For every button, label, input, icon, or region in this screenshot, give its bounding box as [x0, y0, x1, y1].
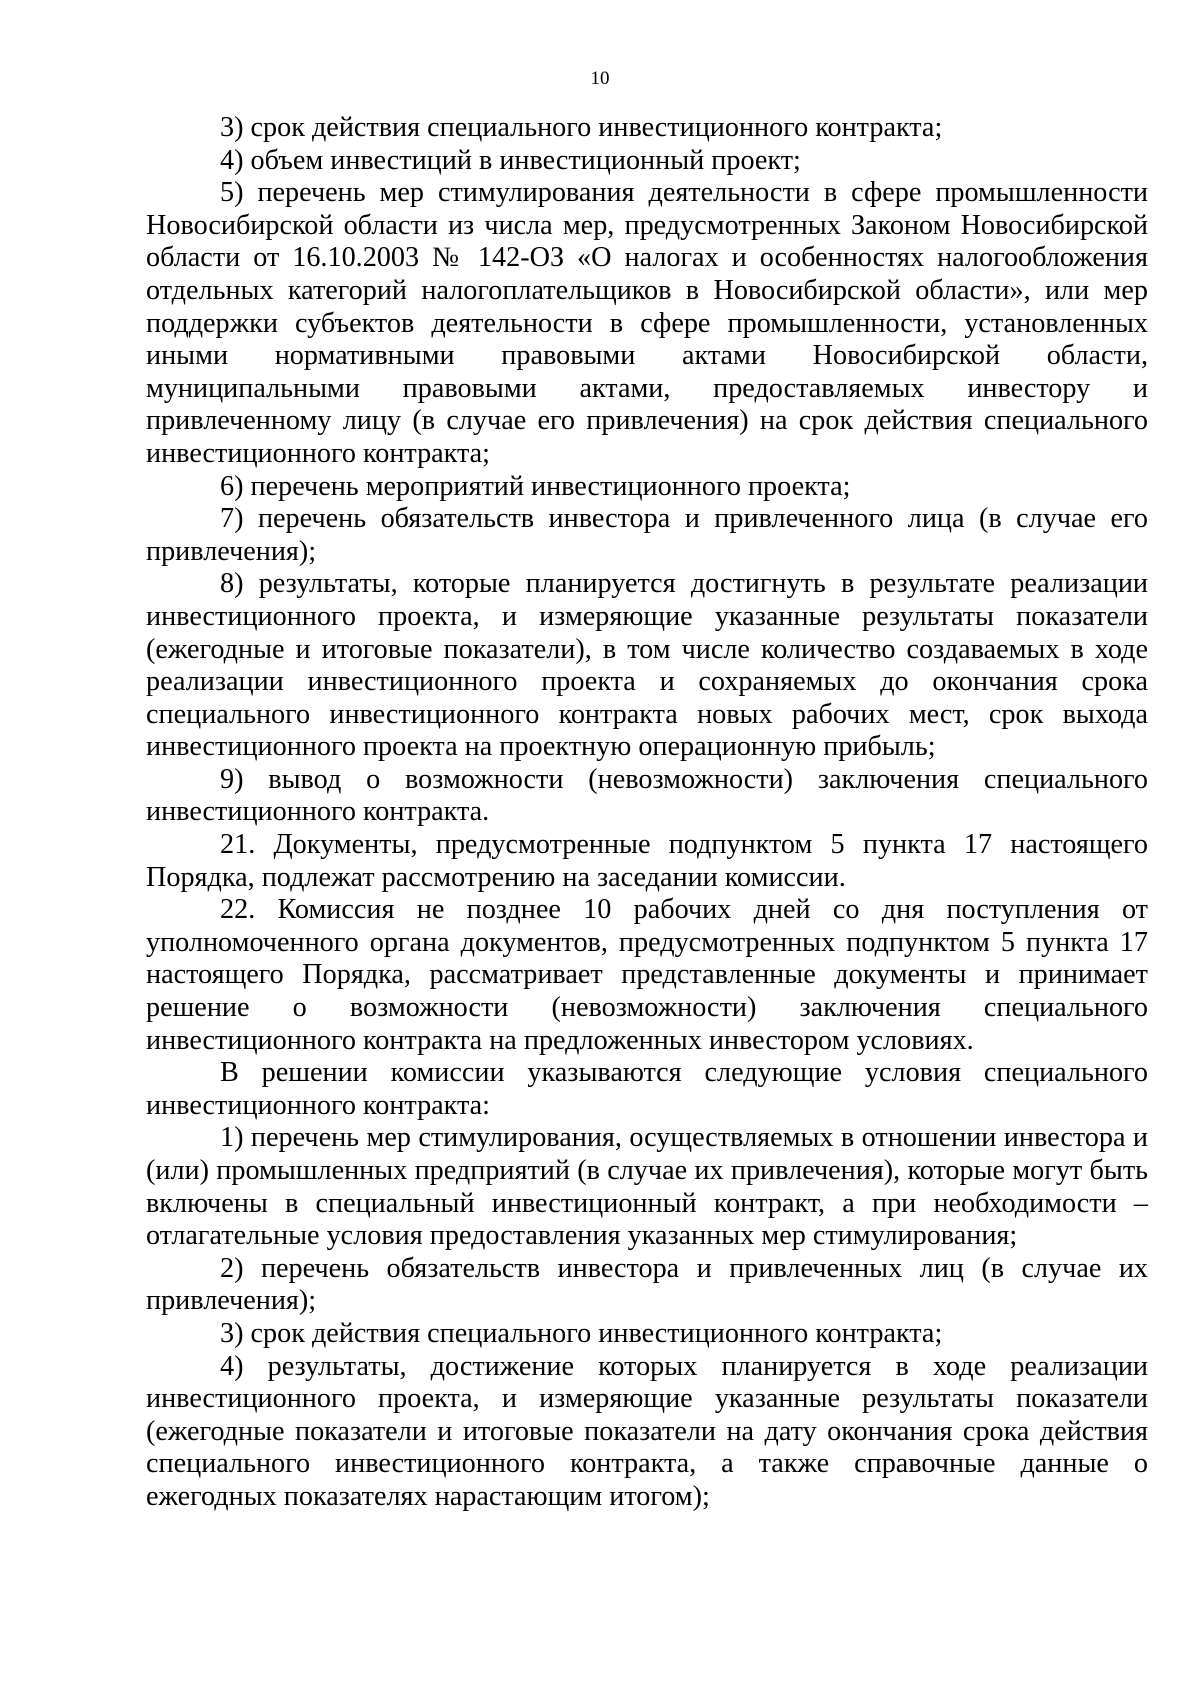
paragraph-item-7-obligations: 7) перечень обязательств инвестора и привлеченного лица (в случае его привлечения); [146, 503, 1148, 567]
page-number: 10 [590, 68, 610, 89]
paragraph-item-3-term: 3) срок действия специального инвестиционного контракта; [220, 112, 943, 143]
paragraph-condition-2-obligations: 2) перечень обязательств инвестора и привлеченных лиц (в случае их привлечения); [146, 1252, 1148, 1317]
paragraph-section-21: 21. Документы, предусмотренные подпунктом 5 пункта 17 настоящего Порядка, подлежат рассмотрению на заседании комиссии. [146, 829, 1148, 893]
paragraph-item-5-incentive-measures: 5) перечень мер стимулирования деятельности в сфере промышленности Новосибирской области из числа мер, предусмотренных Законом Новосибирской области от 16.10.2003 № 142-ОЗ «О налогах и особенностях налогообложения отдельных категорий налогоплательщиков в Новосибирской области», или мер поддержки субъектов деятельности в сфере промышленности, установленных иными нормативными правовыми актами Новосибирской области, муниципальными правовыми актами, предоставляемых инвестору и привлеченному лицу (в случае его привлечения) на срок действия специального инвестиционного контракта; [146, 177, 1148, 469]
paragraph-condition-3-term: 3) срок действия специального инвестиционного контракта; [220, 1317, 943, 1349]
paragraph-condition-1-incentives: 1) перечень мер стимулирования, осуществляемых в отношении инвестора и (или) промышленных предприятий (в случае их привлечения), которые могут быть включены в специальный инвестиционный контракт, а при необходимости – отлагательные условия предоставления указанных мер стимулирования; [146, 1122, 1148, 1252]
paragraph-condition-4-results: 4) результаты, достижение которых планируется в ходе реализации инвестиционного проекта, и измеряющие указанные результаты показатели (ежегодные показатели и итоговые показатели на дату окончания срока действия специального инвестиционного контракта, а также справочные данные о ежегодных показателях нарастающим итогом); [146, 1350, 1148, 1512]
paragraph-item-8-results: 8) результаты, которые планируется достигнуть в результате реализации инвестиционного проекта, и измеряющие указанные результаты показатели (ежегодные и итоговые показатели), в том числе количество создаваемых в ходе реализации инвестиционного проекта и сохраняемых до окончания срока специального инвестиционного контракта новых рабочих мест, срок выхода инвестиционного проекта на проектную операционную прибыль; [146, 568, 1148, 763]
paragraph-commission-decision-conditions: В решении комиссии указываются следующие условия специального инвестиционного контракта: [146, 1057, 1148, 1121]
paragraph-item-6-project-activities: 6) перечень мероприятий инвестиционного проекта; [220, 470, 851, 502]
document-body [146, 112, 1148, 1514]
paragraph-item-9-conclusion: 9) вывод о возможности (невозможности) заключения специального инвестиционного контракта. [146, 763, 1148, 828]
paragraph-section-22: 22. Комиссия не позднее 10 рабочих дней со дня поступления от уполномоченного органа документов, предусмотренных подпунктом 5 пункта 17 настоящего Порядка, рассматривает представленные документы и принимает решение о возможности (невозможности) заключения специального инвестиционного контракта на предложенных инвестором условиях. [146, 894, 1148, 1056]
paragraph-item-4-investment-volume: 4) объем инвестиций в инвестиционный проект; [220, 144, 801, 176]
